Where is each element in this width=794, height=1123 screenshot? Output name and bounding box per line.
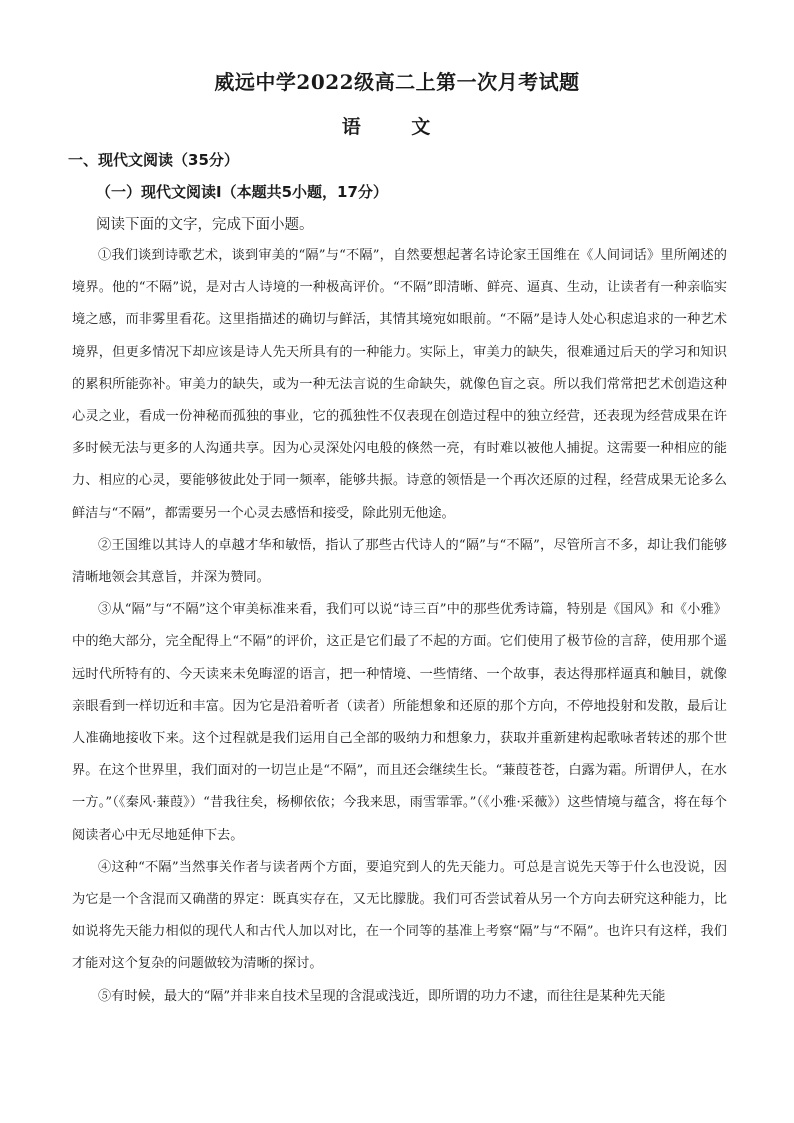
section-heading: 一、现代文阅读（35分） [68,151,239,169]
paragraph-2: ②王国维以其诗人的卓越才华和敏悟，指认了那些古代诗人的“隔”与“不隔”，尽管所言不多，却让我们能够清晰地领会其意旨，并深为赞同。 [72,537,727,586]
reading-instruction: 阅读下面的文字，完成下面小题。 [96,217,314,233]
reading-passage [72,240,727,1013]
paragraph-5: ⑤有时候，最大的“隔”并非来自技术呈现的含混或浅近，即所谓的功力不逮，而往往是某种先天能 [98,988,666,1004]
subsection-heading: （一）现代文阅读Ⅰ（本题共5小题，17分） [96,183,388,201]
paragraph-3: ③从“隔”与“不隔”这个审美标准来看，我们可以说“诗三百”中的那些优秀诗篇，特别是《国风》和《小雅》中的绝大部分，完全配得上“不隔”的评价，这正是它们最了不起的方面。它们使用了极节俭的言辞，使用那个遥远时代所特有的、今天读来未免晦涩的语言，把一种情境、一些情绪、一个故事，表达得那样逼真和触目，就像亲眼看到一样切近和丰富。因为它是沿着听者（读者）所能想象和还原的那个方向，不停地投射和发散，最后让人准确地接收下来。这个过程就是我们运用自己全部的吸纳力和想象力，获取并重新建构起歌咏者转述的那个世界。在这个世界里，我们面对的一切岂止是“不隔”，而且还会继续生长。“蒹葭苍苍，白露为霜。所谓伊人，在水一方。”（《秦风·蒹葭》）“昔我往矣，杨柳依依；今我来思，雨雪霏霏。”（《小雅·采薇》）这些情境与蕴含，将在每个阅读者心中无尽地延伸下去。 [72,602,727,843]
subject-title: 语 文 [341,116,453,138]
paragraph-1: ①我们谈到诗歌艺术，谈到审美的“隔”与“不隔”，自然要想起著名诗论家王国维在《人间词话》里所阐述的境界。他的“不隔”说，是对古人诗境的一种极高评价。“不隔”即清晰、鲜亮、逼真、生动，让读者有一种亲临实境之感，而非雾里看花。这里指描述的确切与鲜活，其情其境宛如眼前。“不隔”是诗人处心积虑追求的一种艺术境界，但更多情况下却应该是诗人先天所具有的一种能力。实际上，审美力的缺失，很难通过后天的学习和知识的累积所能弥补。审美力的缺失，或为一种无法言说的生命缺失，就像色盲之哀。所以我们常常把艺术创造这种心灵之业，看成一份神秘而孤独的事业，它的孤独性不仅表现在创造过程中的独立经营，还表现为经营成果在许多时候无法与更多的人沟通共享。因为心灵深处闪电般的倏然一亮，有时难以被他人捕捉。这需要一种相应的能力、相应的心灵，要能够彼此处于同一频率，能够共振。诗意的领悟是一个再次还原的过程，经营成果无论多么鲜洁与“不隔”，都需要另一个心灵去感悟和接受，除此别无他途。 [72,248,727,521]
exam-title: 威远中学2022级高二上第一次月考试题 [214,70,580,94]
paragraph-4: ④这种“不隔”当然事关作者与读者两个方面，要追究到人的先天能力。可总是言说先天等于什么也没说，因为它是一个含混而又确凿的界定：既真实存在，又无比朦胧。我们可否尝试着从另一个方向去研究这种能力，比如说将先天能力相似的现代人和古代人加以对比，在一个同等的基准上考察“隔”与“不隔”。也许只有这样，我们才能对这个复杂的问题做较为清晰的探讨。 [72,859,727,972]
